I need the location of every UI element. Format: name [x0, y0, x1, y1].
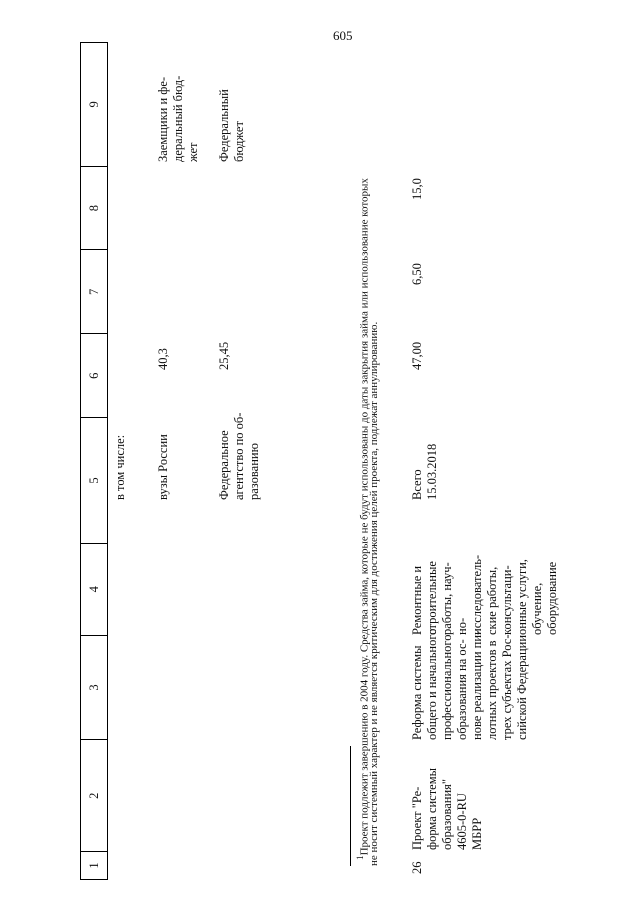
footnote-line-2: не носит системный характер и не является критическим для достижения целей проекта, подлежат аннулированию. — [368, 321, 380, 866]
row26-col8-amount: 15,0 — [410, 178, 424, 200]
rotated-table-page — [80, 40, 560, 880]
row26-number: 26 — [410, 861, 424, 874]
footnote-marker: 1 — [355, 855, 365, 860]
footnote-rule — [350, 746, 351, 866]
column-number-header-row — [80, 42, 108, 880]
column-header-3: 3 — [81, 635, 107, 740]
column-header-9: 9 — [86, 101, 101, 108]
column-header-8: 8 — [81, 166, 107, 250]
column-header-5: 5 — [81, 417, 107, 543]
column-header-4: 4 — [81, 543, 107, 635]
row26-total-and-date: Всего 15.03.2018 — [410, 443, 439, 500]
subrow-agency-name: Федеральное агентство по об- разованию — [217, 412, 261, 500]
row26-col7-amount: 6,50 — [410, 263, 424, 285]
row26-col6-amount: 47,00 — [410, 341, 424, 370]
footnote-text-1: Проект подлежит завершению в 2004 году. Средства займа, которые не будут использованы до даты закрытия займа или использование которых — [358, 178, 371, 856]
column-header-2: 2 — [81, 739, 107, 851]
column-header-7: 7 — [81, 250, 107, 334]
row26-project-goal: Реформа системы общего и начального профессионального образования на ос- нове реализации пи- лотных проектов в трех субъектах Рос- сийской Федерации — [410, 628, 529, 740]
row26-project-name: Проект "Ре- форма системы образования" 4605-0-RU МБРР — [410, 767, 484, 850]
subrow-agency-source: Федеральный бюджет — [217, 89, 246, 162]
subrow-universities-amount: 40,3 — [156, 348, 170, 370]
page-number: 605 — [333, 28, 353, 43]
row26-work-types: Ремонтные и строительные работы, науч- но- исследователь- ские работы, консультаци- онные услуги, обучение, оборудование — [410, 554, 559, 635]
column-header-6: 6 — [81, 333, 107, 417]
subrow-universities-source: Заемщики и фе- деральный бюд- жет — [156, 75, 200, 162]
subrow-including-label: в том числе: — [113, 434, 127, 500]
subrow-universities-name: вузы России — [156, 434, 170, 500]
subrow-agency-amount: 25,45 — [217, 341, 231, 370]
column-header-1: 1 — [81, 851, 107, 879]
